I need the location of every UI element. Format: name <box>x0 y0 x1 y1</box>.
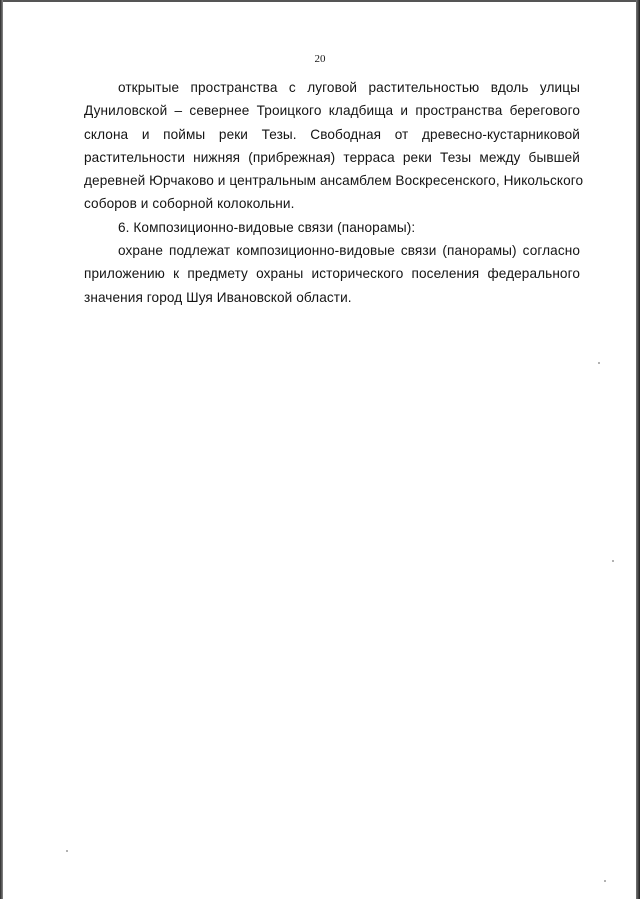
scan-speck <box>612 560 614 562</box>
paragraph-panoramas <box>84 239 580 309</box>
section-6-heading-paragraph <box>84 216 580 239</box>
paragraph-line: охране подлежат композиционно-видовые связи (панорамы) согласно <box>118 243 580 259</box>
scan-edge-left <box>0 0 3 899</box>
document-body <box>84 76 584 309</box>
scan-edge-top <box>0 0 640 2</box>
page-number: 20 <box>314 53 326 65</box>
paragraph-open-spaces <box>84 76 584 216</box>
paragraph-line: деревней Юрчаково и центральным ансамблем Воскресенского, Никольского <box>84 173 584 189</box>
paragraph-line: Дуниловской – севернее Троицкого кладбища и пространства берегового <box>84 103 580 119</box>
paragraph-line: открытые пространства с луговой растительностью вдоль улицы <box>118 80 580 95</box>
paragraph-line: растительности нижняя (прибрежная) терраса реки Тезы между бывшей <box>84 149 580 165</box>
scan-speck <box>66 850 68 852</box>
paragraph-line: соборов и соборной колокольни. <box>84 196 295 212</box>
paragraph-line: склона и поймы реки Тезы. Свободная от древесно-кустарниковой <box>84 126 580 142</box>
scan-edge-right <box>636 0 640 899</box>
paragraph-line: приложению к предмету охраны исторического поселения федерального <box>84 266 580 282</box>
scan-speck <box>598 362 600 364</box>
paragraph-line: значения город Шуя Ивановской области. <box>84 289 352 305</box>
scan-speck <box>604 880 606 882</box>
section-6-heading: 6. Композиционно-видовые связи (панорамы): <box>118 219 416 235</box>
